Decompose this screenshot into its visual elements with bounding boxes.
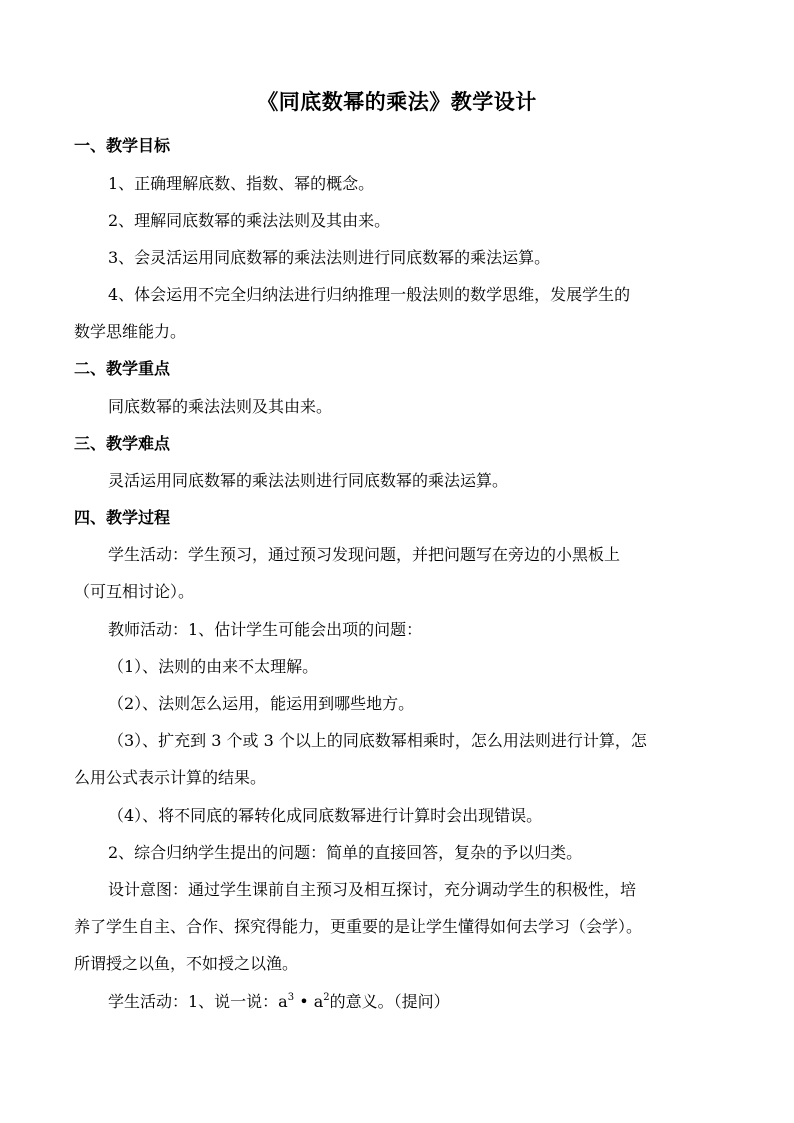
objective-item-2: 2、理解同底数幂的乘法法则及其由来。 [108, 211, 391, 230]
section-heading-difficulties: 三、教学难点 [74, 434, 171, 453]
question-3-line-1: （3）、扩充到 3 个或 3 个以上的同底数幂相乘时，怎么用法则进行计算，怎 [108, 731, 647, 750]
question-2: （2）、法则怎么运用，能运用到哪些地方。 [108, 694, 415, 713]
design-intent-line-1: 设计意图：通过学生课前自主预习及相互探讨，充分调动学生的积极性，培 [108, 880, 637, 899]
exponent-3: 3 [287, 992, 295, 1003]
objective-item-4: 4、体会运用不完全归纳法进行归纳推理一般法则的数学思维，发展学生的 [108, 285, 631, 304]
section-heading-key-points: 二、教学重点 [74, 359, 171, 378]
student-activity-1-line-2: （可互相讨论）。 [74, 582, 195, 601]
question-1: （1）、法则的由来不太理解。 [108, 657, 319, 676]
objective-item-3: 3、会灵活运用同底数幂的乘法法则进行同底数幂的乘法运算。 [108, 248, 551, 267]
question-3-line-2: 么用公式表示计算的结果。 [74, 768, 267, 787]
student-activity-1-line-1: 学生活动：学生预习，通过预习发现问题，并把问题写在旁边的小黑板上 [108, 545, 621, 564]
objective-item-4-continued: 数学思维能力。 [74, 322, 187, 341]
student-activity-2-suffix: 的意义。（提问） [329, 992, 450, 1011]
question-4: （4）、将不同底的幂转化成同底数幂进行计算时会出现错误。 [108, 806, 543, 825]
objective-item-1: 1、正确理解底数、指数、幂的概念。 [108, 174, 375, 193]
section-heading-objectives: 一、教学目标 [74, 136, 171, 155]
key-points-text: 同底数幂的乘法法则及其由来。 [108, 397, 333, 416]
summary-item: 2、综合归纳学生提出的问题：简单的直接回答，复杂的予以归类。 [108, 843, 583, 862]
design-intent-line-3: 所谓授之以鱼，不如授之以渔。 [74, 954, 299, 973]
difficulties-text: 灵活运用同底数幂的乘法法则进行同底数幂的乘法运算。 [108, 471, 509, 490]
student-activity-2-mid: • a [294, 992, 324, 1011]
teacher-activity: 教师活动：1、估计学生可能会出项的问题： [108, 620, 423, 639]
document-title: 《同底数幂的乘法》教学设计 [257, 89, 537, 114]
student-activity-2-prefix: 学生活动：1、说一说：a [108, 992, 288, 1011]
exponent-2: 2 [323, 992, 330, 1003]
design-intent-line-2: 养了学生自主、合作、探究得能力，更重要的是让学生懂得如何去学习（会学）。 [74, 917, 643, 936]
section-heading-process: 四、教学过程 [74, 508, 171, 527]
student-activity-2 [108, 992, 450, 1012]
